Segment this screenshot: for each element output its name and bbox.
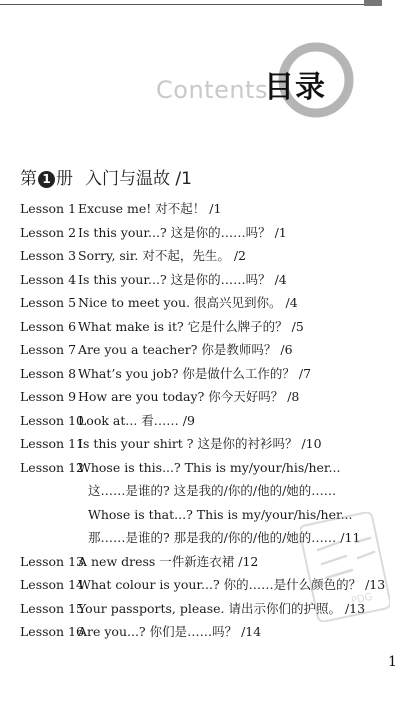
lesson-label: Lesson 9 xyxy=(20,389,77,404)
lesson-label: Lesson 5 xyxy=(20,295,77,310)
toc-row-lesson-3[interactable] xyxy=(20,244,390,268)
page-number: 1 xyxy=(388,654,397,670)
toc-row-lesson-4[interactable] xyxy=(20,268,390,292)
lesson-title: Excuse me! 对不起！ /1 xyxy=(78,201,222,216)
lesson-title: Sorry, sir. 对不起，先生。 /2 xyxy=(78,248,246,263)
toc-row-lesson-16[interactable] xyxy=(20,620,390,644)
lesson-label: Lesson 16 xyxy=(20,624,84,639)
toc-row-lesson-2[interactable] xyxy=(20,221,390,245)
lesson-label: Lesson 6 xyxy=(20,318,77,334)
toc-row-lesson-8[interactable] xyxy=(20,362,390,386)
pdg-watermark xyxy=(300,512,390,622)
lesson-title: How are you today? 你今天好吗？ /8 xyxy=(78,389,300,404)
lesson-title-continuation: 这……是谁的? 这是我的/你的/他的/她的…… xyxy=(88,483,337,498)
toc-row-lesson-11[interactable] xyxy=(20,432,390,456)
lesson-title: Look at... 看…… /9 xyxy=(78,412,195,428)
lesson-title: Is this your...? 这是你的……吗？ /1 xyxy=(78,224,287,240)
lesson-label: Lesson 4 xyxy=(20,271,77,287)
toc-row-lesson-12[interactable] xyxy=(20,456,390,480)
lesson-label: Lesson 10 xyxy=(20,412,84,428)
toc-row-lesson-6[interactable] xyxy=(20,315,390,339)
book-heading xyxy=(20,171,192,188)
toc-row-lesson-5[interactable] xyxy=(20,291,390,315)
lesson-title: Your passports, please. 请出示你们的护照。 /13 xyxy=(78,600,366,616)
lesson-label: Lesson 14 xyxy=(20,577,84,592)
lesson-title: Are you...? 你们是……吗？ /14 xyxy=(78,624,262,639)
book-prefix: 第 xyxy=(20,169,37,189)
lesson-label: Lesson 11 xyxy=(20,436,84,451)
lesson-title: Is this your...? 这是你的……吗？ /4 xyxy=(78,271,287,287)
lesson-label: Lesson 1 xyxy=(20,201,77,216)
lesson-12-continuation-line xyxy=(20,479,390,503)
lesson-title: Are you a teacher? 你是教师吗？ /6 xyxy=(78,342,293,357)
lesson-title: Whose is this...? This is my/your/his/her... xyxy=(78,459,341,475)
toc-row-lesson-10[interactable] xyxy=(20,409,390,433)
toc-row-lesson-9[interactable] xyxy=(20,385,390,409)
lesson-label: Lesson 13 xyxy=(20,553,84,569)
lesson-label: Lesson 2 xyxy=(20,224,77,240)
watermark-text: PDG xyxy=(350,591,374,607)
top-rule xyxy=(0,4,382,5)
toc-row-lesson-1[interactable] xyxy=(20,197,390,221)
top-corner-block xyxy=(364,0,382,6)
lesson-label: Lesson 3 xyxy=(20,248,77,263)
lesson-title: What colour is your...? 你的……是什么颜色的？ /13 xyxy=(78,577,386,592)
lesson-title: Is this your shirt ? 这是你的衬衫吗？ /10 xyxy=(78,436,322,451)
book-number-badge: 1 xyxy=(38,171,55,188)
contents-word: Contents xyxy=(156,76,268,104)
lesson-title-continuation: Whose is that...? This is my/your/his/her... xyxy=(88,506,353,522)
lesson-title: A new dress 一件新连衣裙 /12 xyxy=(78,553,259,569)
lesson-title: What’s you job? 你是做什么工作的？ /7 xyxy=(78,365,312,381)
page-title: 目录 xyxy=(264,70,326,105)
toc-row-lesson-7[interactable] xyxy=(20,338,390,362)
lesson-label: Lesson 12 xyxy=(20,459,84,475)
lesson-label: Lesson 8 xyxy=(20,365,77,381)
book-suffix: 册 xyxy=(56,169,73,189)
lesson-label: Lesson 7 xyxy=(20,342,77,357)
lesson-title: Nice to meet you. 很高兴见到你。 /4 xyxy=(78,295,298,310)
lesson-title-continuation: 那……是谁的? 那是我的/你的/他的/她的…… /11 xyxy=(88,530,361,545)
lesson-label: Lesson 15 xyxy=(20,600,84,616)
book-title: 入门与温故 /1 xyxy=(85,169,192,189)
lesson-title: What make is it? 它是什么牌子的？ /5 xyxy=(78,318,304,334)
